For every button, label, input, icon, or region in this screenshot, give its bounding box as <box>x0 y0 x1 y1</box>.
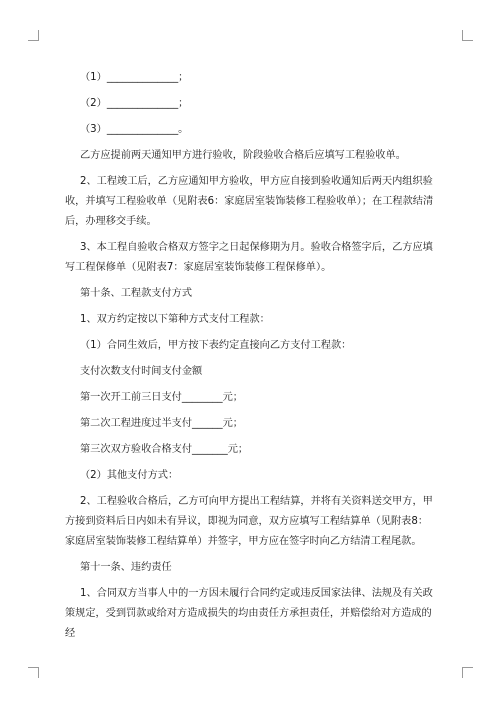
paragraph-warranty: 3、本工程自验收合格双方签字之日起保修期为月。验收合格签字后，乙方应填写工程保修单（见附表7：家庭居室装饰装修工程保修单）。 <box>65 242 433 273</box>
paragraph-item-2: （2）______________； <box>80 98 189 109</box>
crop-mark-bottom-right <box>462 667 473 678</box>
paragraph-acceptance-notice: 乙方应提前两天通知甲方进行验收，阶段验收合格后应填写工程验收单。 <box>80 150 406 161</box>
section-heading-liability: 第十一条、违约责任 <box>80 562 172 573</box>
paragraph-liability: 1、合同双方当事人中的一方因未履行合同约定或违反国家法律、法规及有关政策规定，受到罚款或给对方造成损失的均由责任方承担责任，并赔偿给对方造成的经 <box>65 588 433 639</box>
section-heading-payment: 第十条、工程款支付方式 <box>80 288 193 299</box>
paragraph-completion-acceptance: 2、工程竣工后，乙方应通知甲方验收，甲方应自接到验收通知后两天内组织验收，并填写工程验收单（见附表6：家庭居室装饰装修工程验收单）；在工程款结清后，办理移交手续。 <box>65 176 434 227</box>
crop-mark-top-left <box>28 30 39 41</box>
payment-row-3: 第三次双方验收合格支付_______元； <box>80 444 249 455</box>
paragraph-item-1: （1）______________； <box>80 72 189 83</box>
crop-mark-top-right <box>462 30 473 41</box>
paragraph-payment-method: 1、双方约定按以下第种方式支付工程款： <box>80 314 270 325</box>
payment-row-1: 第一次开工前三日支付________元； <box>80 392 243 403</box>
paragraph-payment-option-1: （1）合同生效后，甲方按下表约定直接向乙方支付工程款： <box>80 340 352 351</box>
paragraph-payment-option-2: （2）其他支付方式： <box>80 470 179 481</box>
crop-mark-bottom-left <box>28 667 39 678</box>
payment-row-2: 第二次工程进度过半支付______元； <box>80 418 243 429</box>
document-body <box>65 68 437 650</box>
paragraph-item-3: （3）______________。 <box>80 124 189 135</box>
paragraph-settlement: 2、工程验收合格后，乙方可向甲方提出工程结算，并将有关资料送交甲方，甲方接到资料后日内如未有异议，即视为同意，双方应填写工程结算单（见附表8：家庭居室装饰装修工程结算单）并签字，甲方应在签字时向乙方结清工程尾款。 <box>65 496 433 547</box>
payment-table-header: 支付次数支付时间支付金额 <box>80 366 203 377</box>
